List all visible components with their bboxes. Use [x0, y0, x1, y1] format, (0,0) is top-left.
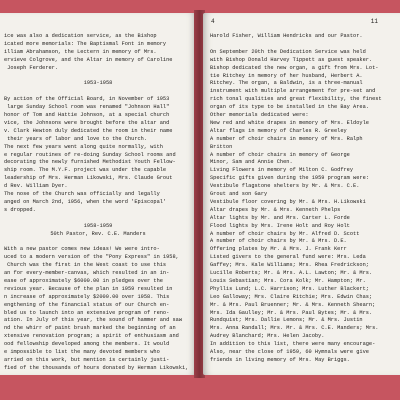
text-line: revious year. Because of the plan in 1959 resulted in [4, 285, 173, 292]
text-line: leadership of Mrs. Herman Likowski, Mrs. Claude Grout [4, 175, 173, 182]
text-line: Vestibule floor covering by Mr. & Mrs. H.Likowski [210, 198, 366, 205]
text-line: nd the whirr of paint brush marked the beginning of an [4, 325, 176, 332]
text-line: Grout and son Gary [210, 191, 268, 197]
text-line: Mrs. Ida Gaulley; Mr. & Mrs. Paul Bytes; Mr. & Mrs. [210, 309, 373, 316]
text-line: A number of choir chairs by Mr. Alfred D. Scott [210, 230, 360, 237]
text-line: Lucille Roberts; Mr. & Mrs. A.L. Lawton; Mr. & Mrs. [210, 270, 373, 276]
right-page [203, 13, 400, 375]
text-line: On September 20th the Dedication Service was held [210, 48, 366, 55]
text-line: Leo Galloway; Mrs. Claire Ritchie; Mrs. Edwin Chas; [210, 293, 373, 300]
text-line: illiam Abrahamson, the Lectern in memory of Mrs. [4, 48, 157, 55]
text-line: s dropped. [4, 206, 36, 213]
text-line: 1953-1958 [83, 80, 113, 87]
text-line: arried on this work, but mention is certainly justi- [4, 356, 170, 363]
text-line: Louis Sebastian; Mrs. Cora Kolk; Mr. Hampton; Mr. [210, 277, 366, 284]
text-line: honor of Tom and Hattie Johnson, at a special church [4, 112, 170, 118]
text-line: With a new pastor comes new ideas! We were intro- [4, 246, 160, 253]
text-line: The nose of the Church was officially and legally [4, 191, 160, 197]
text-line: Harold Fisher, William Hendricks and our Pastor. [210, 33, 363, 39]
text-line: New red and white drapes in memory of Mrs. Eldoyle [210, 119, 369, 126]
text-line: Audrey Blanchard; Mrs. Helen Jacoby. [210, 333, 325, 340]
text-line: Vestibule flagstone shelters by Mr. & Mrs. C.E. [210, 183, 360, 190]
text-line: their years of labor and love to the Church. [4, 135, 148, 142]
text-line: 50th Pastor, Rev. C.E. Manders [50, 230, 146, 237]
text-line: rich tonal qualities and great flexibility, the finest [210, 96, 382, 103]
text-line: A number of choir chairs in memory of Mrs. Ralph [210, 135, 363, 142]
text-line: e regular routines of re-doing Sunday School rooms and [4, 151, 176, 158]
text-line: ice was also a dedication service, as the Bishop [4, 33, 157, 39]
text-line: Rundquist; Mrs. Dallie Lemons; Mr. & Mrs. Justin [210, 317, 363, 324]
text-line: ease of approximately $6000.00 in pledges over the [4, 277, 163, 284]
text-line: Altar drapes by Mr. & Mrs. Kenneth Phelps [210, 206, 341, 213]
text-line: with Bishop Donald Harvey Tippett as guest speaker. [210, 56, 373, 63]
text-line: Offering plates by Mr. & Mrs. J. Frank Kerr [210, 246, 347, 253]
text-line: d Rev. William Dyer. [4, 183, 68, 190]
text-line: The next few years went along quite normally, with [4, 143, 163, 150]
text-line: Gaffey; Mrs. Kale Williams; Mrs. Rhea Fredrickson; [210, 262, 369, 269]
text-line: friends in living memory of Mrs. May Briggs. [210, 356, 350, 363]
text-line: Phyllis Lund; L.C. Harrison; Mrs. Luther Blackert; [210, 285, 369, 292]
text-line: Flood lights by Mrs. Irene Holt and Roy Holt [210, 222, 350, 229]
text-line: icated more memorials: The Baptismal Font in memory [4, 40, 167, 47]
text-line: bled us to launch into an extensive program of reno- [4, 309, 170, 316]
left-page [0, 13, 196, 375]
text-line: Other memorials dedicated were: [210, 112, 309, 118]
text-line: A number of choir chairs in memory of George [210, 151, 350, 158]
text-line: Mr. & Mrs. Paul Bruenner; Mr. & Mrs. Kenneth Shearn; [210, 301, 376, 308]
text-line: Altar lights by Mr. and Mrs. Carter L. Forde [210, 214, 350, 221]
text-line: Joseph Ferderer. [4, 64, 59, 71]
text-line: vice, the Johnsons were brought before the altar and [4, 119, 170, 126]
text-line: Also, near the close of 1959, 60 Hymnals were give [210, 349, 369, 355]
text-line: Specific gifts given during the 1959 program were: [210, 175, 369, 182]
text-line: instrument with multiple arrangement for pre-set and [210, 88, 376, 95]
text-line: ervieve Colgrove, and the Altar in memory of Caroline [4, 56, 173, 63]
text-line: Church was the first in the West coast to use this [4, 262, 167, 269]
text-line: uced to a modern version of the "Pony Express" in 1958, [4, 254, 179, 261]
page-marker: 4 [211, 18, 215, 25]
text-line: decorating the newly furnished Methodist Youth Fellow- [4, 159, 176, 166]
text-line: xtensive renovation program; a spirit of enthusiasm and [4, 333, 179, 340]
text-line: Mrs. Anna Randall; Mrs. Mr. & Mrs. C.E. Manders; Mrs. [210, 325, 379, 332]
text-line: Listed givers to the general fund were: Mrs. Leda [210, 254, 366, 261]
text-line: ood fellowship developed among the members. It would [4, 341, 170, 348]
text-line: In addition to this list, there were many encourage- [210, 341, 376, 348]
text-line: large Sunday School room was renamed "Johnson Hall" [4, 104, 170, 111]
text-line: engthening of the financial status of our Church en- [4, 301, 170, 308]
text-line: A number of choir chairs by Mr. & Mrs. D.E. [210, 238, 347, 245]
text-line: anged on March 2nd, 1956, when the word 'Episcopal' [4, 198, 167, 205]
text-line: Ritchey. The organ, a Baldwin, is a three-manual [210, 80, 363, 87]
text-line: e impossible to list the many devoted members who [4, 349, 160, 355]
text-line: an for every-member-canvas, which resulted in an in- [4, 270, 170, 276]
text-line: Living Flowers in memory of Milton C. Godfrey [210, 167, 354, 174]
page-number: 11 [370, 18, 378, 25]
text-line: ation. In July of this year, the sound of hammer and saw [4, 317, 183, 324]
text-line: organ of its type to be installed in the Bay Area. [210, 104, 369, 111]
text-line: fied of the thousands of hours donated by Herman Likowski, [4, 364, 189, 371]
text-line: Britton [210, 143, 233, 150]
text-line: Bishop dedicated the new organ, a gift from Mrs. Lot- [210, 64, 379, 71]
text-line: 1958-1959 [83, 222, 113, 229]
text-line: Altar flags in memory of Charles R. Greeley [210, 127, 347, 134]
text-line: Minor, Sam and Annie Chen. [210, 159, 293, 166]
text-line: ship room. The M.Y.F. project was under the capable [4, 167, 167, 174]
text-line: n increase of approximately $2000.00 over 1958. This [4, 293, 170, 300]
text-line: tie Ritchey in memory of her husband, Herbert A. [210, 72, 363, 79]
text-line: By action of the Official Board, in November of 1953 [4, 96, 170, 103]
text-line: v. Clark Hewton duly dedicated the room in their name [4, 127, 173, 134]
